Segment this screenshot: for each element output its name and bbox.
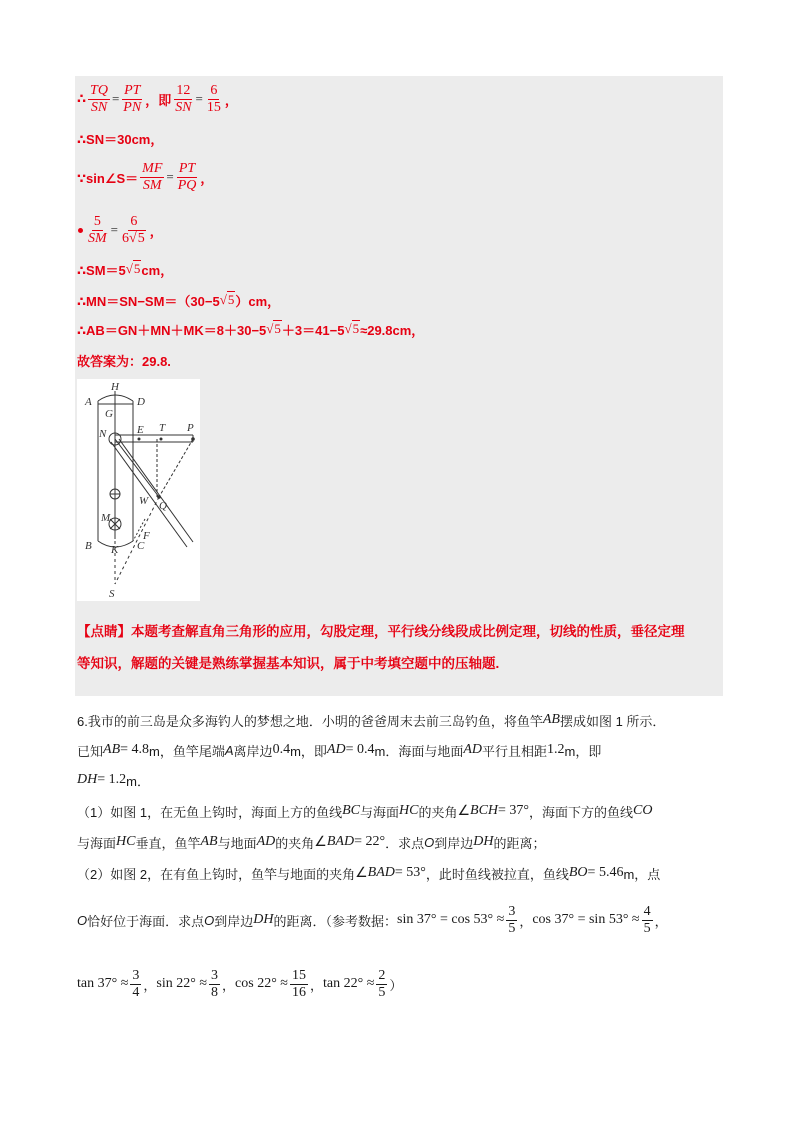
- fraction-3-5-a: $\frac{3}{5}$: [508, 903, 516, 936]
- text-ji: ，即: [145, 92, 172, 108]
- fraction-6-15: $\frac{6}{15}$: [206, 82, 221, 115]
- fraction-12-sn: $\frac{12}{SN}$: [175, 82, 192, 115]
- ab-result: ≈29.8cm，: [360, 322, 425, 338]
- sqrt-5-b: √5: [219, 292, 235, 307]
- question-part-2-line-1: （2）如图 2，在有鱼上钩时，鱼竿与地面的夹角 ∠ BAD = 53° ，此时鱼线被拉直，鱼线 BO = 5.46 m，点: [77, 865, 661, 882]
- solution-line-6: [77, 289, 280, 311]
- solution-line-8: [77, 349, 171, 371]
- question-line-1: 6.我市的前三岛是众多海钓人的梦想之地．小明的爸爸周末去前三岛钓鱼，将鱼竿 AB 摆成如图 1 所示．: [77, 712, 666, 729]
- fraction-3-4: $\frac{3}{4}$: [132, 967, 140, 1000]
- label-b: B: [85, 540, 92, 552]
- label-n: N: [99, 428, 107, 440]
- solution-line-7: [77, 318, 424, 340]
- fraction-4-5: $\frac{4}{5}$: [643, 903, 651, 936]
- sqrt-5-d: √5: [344, 321, 360, 336]
- question-line-3: DH = 1.2 m．: [77, 772, 150, 789]
- mn-text: ∴MN＝SN−SM＝（30−5: [77, 293, 220, 309]
- label-g: G: [105, 408, 113, 420]
- diagram-svg: [77, 379, 200, 601]
- label-c: C: [137, 540, 145, 552]
- label-k: K: [111, 544, 119, 556]
- ab-mid: ＋3＝41−5: [281, 322, 345, 338]
- fraction-pt-pq: $\frac{PT}{PQ}$: [177, 160, 197, 193]
- comment-line-2: 等知识，解题的关键是熟练掌握基本知识，属于中考填空题中的压轴题.: [77, 656, 500, 671]
- label-f: F: [143, 530, 150, 542]
- point-p: [191, 437, 195, 441]
- mn-unit: ）cm，: [235, 293, 281, 309]
- label-q: Q: [159, 500, 167, 512]
- sqrt-5-c: √5: [266, 321, 281, 336]
- point-e: [138, 438, 141, 441]
- label-s: S: [109, 588, 115, 600]
- fraction-15-16: $\frac{15}{16}$: [292, 967, 306, 1000]
- question-line-2: 已知 AB = 4.8 m，鱼竿尾端 A 离岸边 0.4 m，即 AD = 0.4 m．海面与地面 AD 平行且相距 1.2 m，即: [77, 742, 602, 759]
- solution-line-4: [77, 210, 163, 250]
- equals: =: [111, 91, 120, 106]
- question-part-2-line-3: tan 37° ≈ $\frac{3}{4}$ ， sin 22° ≈ $\frac{3}{8}$ ， cos 22° ≈ $\frac{15}{16}$ ， tan 22° ≈ $\frac{2}{5}$ ）: [77, 967, 403, 1000]
- equals-3: =: [166, 169, 174, 184]
- question-part-1-line-1: （1）如图 1，在无鱼上钩时，海面上方的鱼线 BC 与海面 HC 的夹角 ∠ BCH = 37° ，海面下方的鱼线 CO: [77, 803, 653, 820]
- label-w: W: [139, 495, 149, 507]
- label-t: T: [159, 422, 166, 434]
- solution-line-1: [77, 80, 238, 118]
- question-part-2-line-2: O 恰好位于海面．求点 O 到岸边 DH 的距离．（参考数据： sin 37° = cos 53° ≈ $\frac{3}{5}$ ， cos 37° = sin 53° ≈ $\frac{4}{5}$ ，: [77, 903, 668, 936]
- comma-3: ，: [149, 223, 163, 239]
- label-d: D: [137, 396, 145, 408]
- point-t: [160, 438, 163, 441]
- equals-4: =: [110, 222, 119, 237]
- comma-2: ，: [200, 170, 214, 186]
- fraction-5-sm: $\frac{5}{SM}$: [88, 213, 107, 246]
- solution-line-2: [77, 128, 163, 148]
- question-part-1-line-2: 与海面 HC 垂直，鱼竿 AB 与地面 AD 的夹角 ∠ BAD = 22° ．求点 O 到岸边 DH 的距离；: [77, 834, 546, 851]
- ab-text: ∴AB＝GN＋MN＋MK＝8＋30−5: [77, 322, 267, 338]
- fraction-tq-sn: $\frac{TQ}{SN}$: [90, 82, 108, 115]
- answer-text: 故答案为：29.8.: [77, 353, 171, 369]
- solution-line-3: [77, 158, 213, 196]
- fraction-2-5: $\frac{2}{5}$: [378, 967, 386, 1000]
- point-q: [157, 495, 161, 499]
- sin-s-text: ∵sin∠S＝: [77, 170, 139, 186]
- sqrt-5: √5: [125, 261, 141, 276]
- comment-line-1: 【点睛】本题考查解直角三角形的应用，勾股定理，平行线分线段成比例定理，切线的性质，垂径定理: [77, 624, 685, 639]
- sm-unit: cm，: [141, 262, 174, 278]
- therefore-symbol: ∴: [77, 91, 87, 106]
- fraction-3-8: $\frac{3}{8}$: [211, 967, 219, 1000]
- label-a: A: [85, 396, 92, 408]
- fraction-6-6root5: $\frac{6}{6√5}$: [122, 213, 145, 246]
- label-h: H: [111, 381, 119, 393]
- comma: ，: [224, 92, 238, 108]
- therefore-dot-icon: [78, 228, 83, 233]
- geometry-diagram: [77, 379, 200, 601]
- fraction-pt-pn: $\frac{PT}{PN}$: [123, 82, 142, 115]
- fraction-mf-sm: $\frac{MF}{SM}$: [142, 160, 163, 193]
- solution-line-5: [77, 258, 173, 280]
- sn-result: ∴SN＝30cm，: [77, 131, 164, 147]
- label-p: P: [187, 422, 194, 434]
- label-m: M: [101, 512, 111, 524]
- label-e: E: [137, 424, 144, 436]
- sm-text: ∴SM＝5: [77, 262, 126, 278]
- equals-2: =: [195, 91, 203, 106]
